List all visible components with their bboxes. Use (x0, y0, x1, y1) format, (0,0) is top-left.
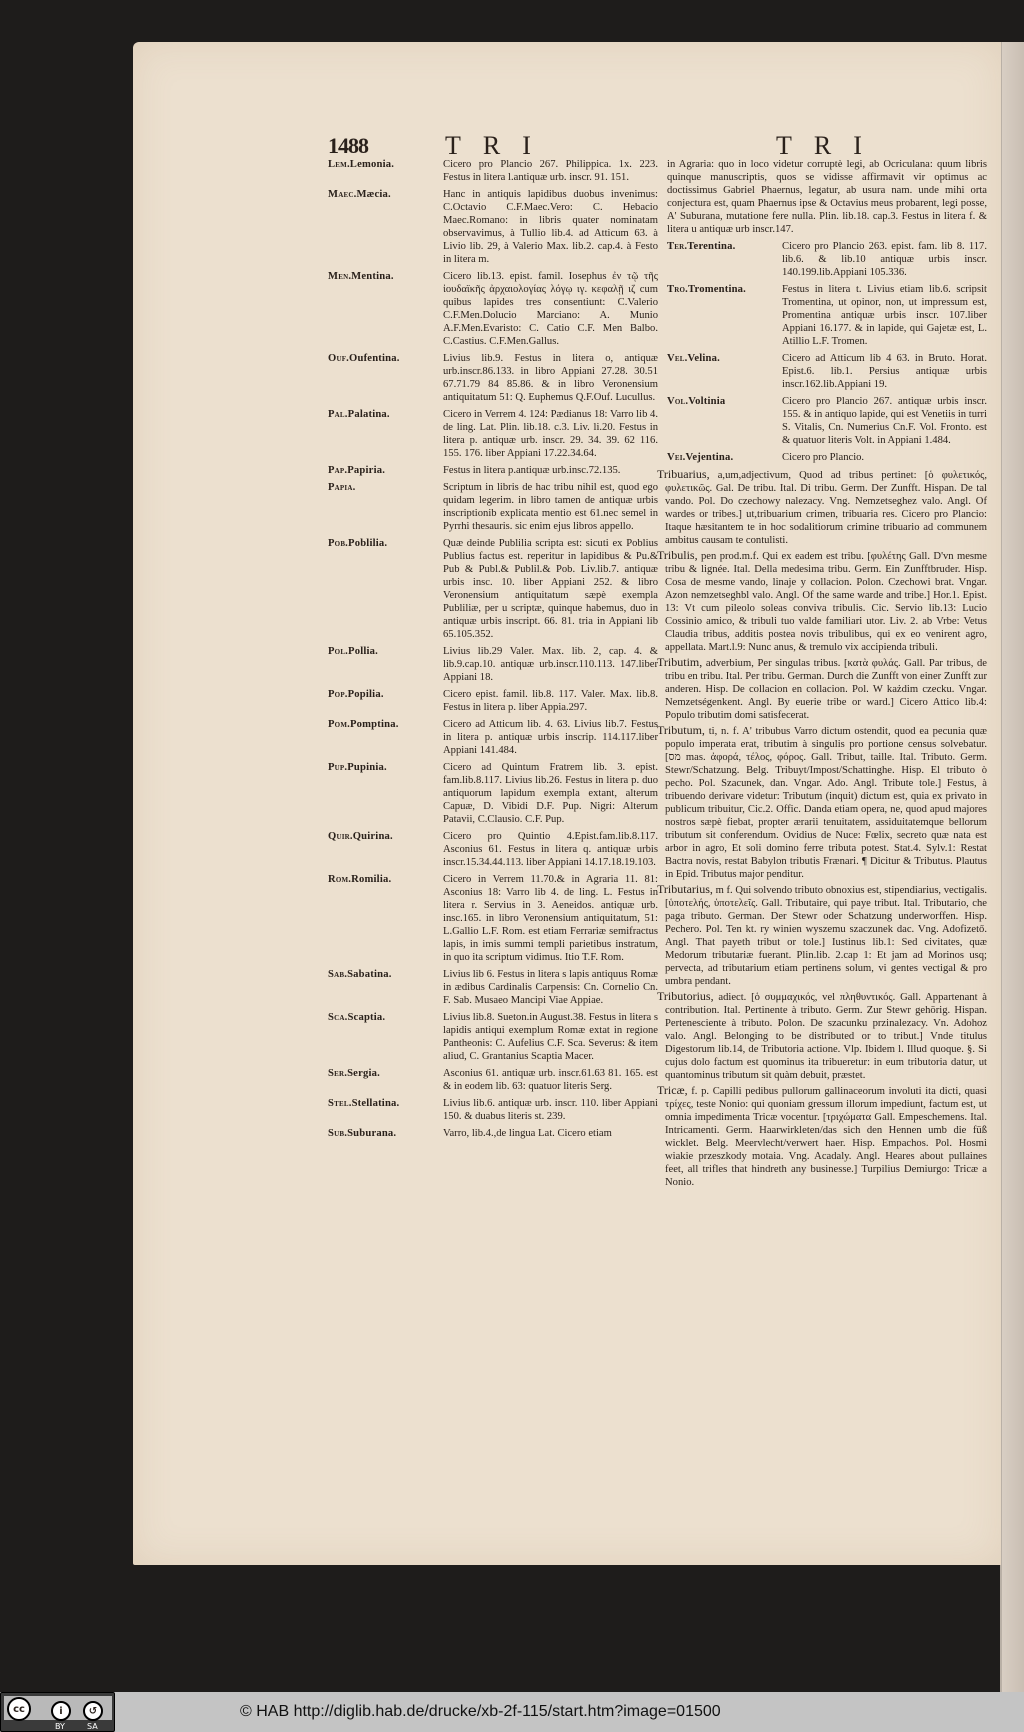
tribe-entry (328, 718, 658, 757)
tribe-abbreviation: Maec. (328, 189, 357, 200)
running-head-right: TRI (776, 131, 884, 160)
tribe-entry (328, 464, 658, 477)
tribe-abbreviation: Pob. (328, 538, 349, 549)
tribe-fullname: Stellatina. (351, 1098, 400, 1109)
tribe-fullname: Tromentina. (688, 284, 747, 295)
tribe-references: Festus in litera p.antiquæ urb.insc.72.135. (443, 465, 621, 476)
tribe-abbreviation: Lem. (328, 159, 350, 170)
tribe-name (667, 451, 782, 464)
dictionary-entry (657, 549, 987, 654)
entry-lemma: Tricæ, (657, 1083, 688, 1097)
tribe-references: Cicero ad Atticum lib. 4. 63. Livius lib.7. Festus in litera p. antiquæ urbis inscrip. 114.117.liber Appiani 141.484. (443, 719, 658, 756)
tribe-fullname: Sabatina. (347, 969, 392, 980)
entry-definition: m f. Qui solvendo tributo obnoxius est, stipendiarius, vectigalis. [ὑποτελής, ὑποτελεῖς. Gall. Tributaire, qui paye tribut. Ital. Tributario, che paga tributo. German. Der Stewr oder Schatzung underworffen. Hisp. Pechero. Pol. Ten kt. ry winien wyszemu szaczunek dac. Vng. Adofizető. Angl. That payeth tribut or tole.] Iustinus lib.1: Sed civitates, quæ Medorum tributariæ fuerant. Plin.lib. 2.cap 1: Et jam ad Morinos usq; pervecta, ad tributarium etiam pertinens solum, vi gentes vectigal & pro umbra pendant. (665, 885, 987, 987)
entry-lemma: Tributim, (657, 655, 703, 669)
tribe-fullname: Velina. (687, 353, 720, 364)
running-head-left: TRI (445, 131, 553, 160)
tribe-name (328, 761, 443, 826)
continuation-text: in Agraria: quo in loco videtur corruptè legi, ab Ocriculana: quum libris quinque manuscriptis, quos se vidisse affirmavit vir optimus ac doctissimus Gabriel Phaernus, legatur, ab usura nam. unde mihi orta conjectura est, quam Phaernus ipse & Octavius meus probarent, legi posse, A' Suburana, mutatione fere nulla. Plin. lib.18. cap.3. Festus in litera f. & litera u antiquæ urb inscr.147. (667, 159, 987, 235)
tribe-entry (328, 1127, 658, 1140)
cc-license-badge[interactable] (0, 1692, 115, 1732)
sa-sharealike-icon: ↺ (83, 1701, 103, 1721)
tribe-fullname: Terentina. (687, 241, 736, 252)
tribe-references: Scriptum in libris de hac tribu nihil est, quod ego quidam legerim. in libro tamen de antiquæ urbis inscriptionib explicata mentio est 61.nec semel in Pyrrhi thesauris. sic enim ejus libros appello. (443, 482, 658, 532)
tribe-references: Livius lib.9. Festus in litera o, antiquæ urb.inscr.86.133. in libro Appiani 27.28. 30.51 67.71.79 84 85.86. & in libro Veronensium antiquitatum 51: Q. Euphemus Q.F.Ouf. Lucullus. (443, 353, 658, 403)
tribe-fullname: Mæcia. (356, 189, 391, 200)
tribe-name (667, 352, 782, 391)
tribe-name (328, 481, 443, 533)
tribe-fullname: Vejentina. (685, 452, 734, 463)
tribe-abbreviation: Ter. (667, 241, 688, 252)
entry-definition: adiect. [ὁ συμμαχικός, vel πληθυντικός. Gall. Appartenant à contribution. Ital. Pertinente à tributo. Germ. Zur Stewr gehörig. Hispan. Pertenesciente à tributo. Polon. De szacunku przinalezacy. Vn. Adohoz valo. Angl. Belonging to be distributed or to tribut.] Vnde titulus Digestorum lib.14, de Tributoria actione. Vlp. Ibidem l. Illud quoque. §. Si cujus dolo factum est quominus ita tribueretur: in eum tributoria datur, ut quantominus tributum sit quàm debuit, præstet. (665, 992, 987, 1081)
dictionary-entry (657, 990, 987, 1082)
dictionary-entry (657, 883, 987, 988)
entry-definition: ti, n. f. A' tribubus Varro dictum ostendit, quod ea pecunia quæ populo imperata erat, tributim à singulis pro portione census solvebatur. [מס mas. ἀφορά, τέλος, φόρος. Gall. Tribut, taille. Ital. Tributo. Germ. Stewr/Schatzung. Belg. Tribuyt/Impost/Schattinghe. Hisp. El tributo ò pecho. Pol. Szacunek, dan. Vngar. Ado. Angl. Tribute tole.] Festus, à tribuendo derivare videtur: Tributum (inquit) dictum est, quia ex privato in publicum tribuitur, Cic.2. Offic. Danda etiam opera, ne, quod apud majores nostros sæpè fiebat, propter ærarii tenuitatem, assiduitatemque bellorum tributum sit conferendum. Ovidius de Nuce: Fœlix, secreto quæ nata est arbor in agro, Et soli domino ferre tributa potest. Stat.4. Sylv.1: Restat Bactra novis, restat Babylon tributis Frænari. ¶ Dicitur & Tributus. Plautus in Epid. Tributus major penditur. (665, 726, 987, 880)
tribe-references: Cicero pro Plancio 267. Philippica. 1x. 223. Festus in litera l.antiquæ urb. inscr. 91. 151. (443, 159, 658, 183)
tribe-name (328, 645, 443, 684)
tribe-references: Cicero pro Plancio. (782, 452, 865, 463)
tribe-references: Cicero ad Atticum lib 4 63. in Bruto. Horat. Epist.6. lib.1. Persius antiquæ urbis inscr.162.lib.Appiani 19. (782, 353, 987, 390)
tribe-name (328, 1127, 443, 1140)
entry-definition: pen prod.m.f. Qui ex eadem est tribu. [φυλέτης Gall. D'vn mesme tribu & lignée. Ital. Della medesima tribu. Germ. Ein Zunfftbruder. Hisp. Cosa de mesme vando, linaje y collacion. Polon. Czechowi brat. Vngar. Azon nemzetseghbl valo. Angl. Of the same warde and tribe.] Hor.1. Epist. 13: Vt cum pileolo soleas conviva tribulis. Cic. Servio lib.13: Lucio Cossinio amico, & tribuli tuo valde familiari utor. Liv. 2. ab Vrbe: Vetus Claudia tribus, additis postea novis tribulibus, qui ex eo venirent agro, appellata. Mart.l.9: Nunc anus, & tremulo vix accipienda tribuli. (665, 551, 987, 653)
tribe-references: Livius lib.8. Sueton.in August.38. Festus in litera s lapidis antiqui exemplum Romæ extat in regione Pantheonis: C. Aufelius C.F. Sca. Severus: & item aliud, C. Grantanius Scaptia Macer. (443, 1012, 658, 1062)
tribe-references: Hanc in antiquis lapidibus duobus invenimus: C.Octavio C.F.Maec.Vero: C. Hebacio Maec.Romano: in libris quater nominatam observavimus, à Tullio lib.4. ad Atticum 63. à Livio lib. 29, à Valerio Max. lib.2. cap.4. à Festo in litera m. (443, 189, 658, 265)
dictionary-entry (657, 724, 987, 881)
entry-definition: f. p. Capilli pedibus pullorum gallinaceorum involuti ita dicti, quasi τρίχες, teste Nonio: qui quoniam gressum illorum impediunt, factum est, ut omnia impedimenta Tricæ vocentur. [τριχώματα Gall. Empeschemens. Ital. Intricamenti. Germ. Haarwirkleten/das sich den Hennen umb die füß wicklet. Belg. Meervlecht/verwert haer. Hisp. Empachos. Pol. Hosmi wiakie przeszkody motaia. Vng. Acadaly. Angl. Heares about pullaines feet, all trifles that hindreth any businesse.] Turpilius Demiurgo: Tricæ a Nonio. (665, 1086, 987, 1188)
left-column (328, 158, 658, 1144)
tribe-references: Quæ deinde Publilia scripta est: sicuti ex Poblius Publius factus est. reperitur in lapidibus & Pu.& Pub & Publ.& Publil.& Pob. Liv.lib.7. antiquæ urbis insc. 10. liber Appiani 252. & libro Veronensium antiquitatum sæpè exempla Publiliæ, per u scriptæ, quinque habemus, duo in antiquæ urbis inscript. 66. 81. tria in Appiani lib 65.105.352. (443, 538, 658, 640)
tribe-fullname: Papiria. (347, 465, 386, 476)
tribe-references: Cicero pro Quintio 4.Epist.fam.lib.8.117. Asconius 61. Festus in litera q. antiquæ urbis inscr.15.34.44.113. liber Appiani 14.17.18.19.103. (443, 831, 658, 868)
tribe-name (328, 188, 443, 266)
tribe-entry (328, 352, 658, 404)
entry-lemma: Tributarius, (657, 882, 713, 896)
tribe-references: Cicero ad Quintum Fratrem lib. 3. epist. fam.lib.8.117. Livius lib.26. Festus in litera p. duo antiquorum lapidum exempla extant, alterum Capuæ, D. Vibidi D.F. Pup. Nigri: Alterum Patavii, C.Clausio. C.F. Pup. (443, 762, 658, 825)
cc-icon: cc (7, 1697, 31, 1721)
tribe-references: Cicero pro Plancio 263. epist. fam. lib 8. 117. lib.6. & lib.10 antiquæ urbis inscr. 140.199.lib.Appiani 105.336. (782, 241, 987, 278)
tribe-entry (667, 352, 987, 391)
tribe-abbreviation: Stel. (328, 1098, 352, 1109)
tribe-fullname: Lemonia. (349, 159, 395, 170)
tribe-references: Cicero lib.13. epist. famil. Iosephus ἐν τῷ τῆς ἰουδαϊκῆς ἀρχαιολογίας λόγῳ ιγ. κεφαλῇ ιζ cum quibus lapides tres consentiunt: C.Valerio C.F.Men.Dolucio Marciano: A. Munio A.F.Men.Evaristo: C. Catio C.F. Men Balbo. C.Castius. C.F.Men.Gallus. (443, 271, 658, 347)
tribe-name (328, 408, 443, 460)
tribe-abbreviation: Rom. (328, 874, 352, 885)
tribe-fullname: Quirina. (352, 831, 393, 842)
tribe-name (667, 240, 782, 279)
tribe-name (328, 873, 443, 964)
tribe-entry (328, 270, 658, 348)
dictionary-entry (657, 1084, 987, 1189)
tribe-abbreviation: Tro. (667, 284, 689, 295)
tribe-abbreviation: Men. (328, 271, 352, 282)
tribe-references: Livius lib.29 Valer. Max. lib. 2, cap. 4. & lib.9.cap.10. antiquæ urb.inscr.110.113. 147.liber Appiani 18. (443, 646, 658, 683)
tribe-entry (328, 645, 658, 684)
entry-lemma: Tribuarius, (657, 467, 710, 481)
tribe-fullname: Scaptia. (347, 1012, 386, 1023)
tribe-entry (328, 873, 658, 964)
tribe-references: Livius lib.6. antiquæ urb. inscr. 110. liber Appiani 150. & duabus literis st. 239. (443, 1098, 658, 1122)
tribe-references: Cicero pro Plancio 267. antiquæ urbis inscr. 155. & in antiquo lapide, qui est Venetiis in turri S. Vitalis, Cn. Numerius Cn.F. Vol. Fronto. est & quatuor literis Volt. in Appiani 1.484. (782, 396, 987, 446)
tribe-entry (328, 761, 658, 826)
tribe-references: Cicero epist. famil. lib.8. 117. Valer. Max. lib.8. Festus in litera p. liber Appia.297. (443, 689, 658, 713)
tribe-name (328, 270, 443, 348)
tribe-name (328, 830, 443, 869)
tribe-fullname: Mentina. (351, 271, 394, 282)
tribe-abbreviation: Ouf. (328, 353, 350, 364)
tribe-entry (328, 1011, 658, 1063)
tribe-abbreviation: Vol. (667, 396, 689, 407)
tribe-name (328, 464, 443, 477)
tribe-name (328, 1067, 443, 1093)
tribe-entry (667, 451, 987, 464)
tribe-entry (328, 830, 658, 869)
tribe-entry (667, 283, 987, 348)
entry-lemma: Tributum, (657, 723, 705, 737)
tribe-fullname: Sergia. (347, 1068, 380, 1079)
tribe-entry (328, 408, 658, 460)
tribe-abbreviation: Sub. (328, 1128, 348, 1139)
tribe-references: Cicero in Verrem 4. 124: Pædianus 18: Varro lib 4. de ling. Lat. Plin. lib.18. c.3. Liv. li.20. Festus in litera p. antiquæ urb. inscr. 29. 34. 39. 62 116. 155. 176. liber Appiani 17.22.34.64. (443, 409, 658, 459)
tribe-abbreviation: Vel. (667, 353, 688, 364)
right-column (657, 158, 987, 1191)
tribe-fullname: Romilia. (351, 874, 392, 885)
tribe-name (328, 537, 443, 641)
tribe-entry (328, 688, 658, 714)
tribe-fullname: Oufentina. (349, 353, 400, 364)
page-number: 1488 (328, 133, 368, 158)
dictionary-entry (657, 656, 987, 722)
tribe-name (328, 352, 443, 404)
footer-bar (0, 1692, 1024, 1732)
sa-label: SA (87, 1722, 98, 1731)
tribe-entry (328, 968, 658, 1007)
entry-definition: a,um,adjectivum, Quod ad tribus pertinet: [ὁ φυλετικός, φυλετικῶς. Gal. De tribu. Ital. Di tribu. Germ. Der Zunfft. Hispan. De tal vando. Pol. Do czechowy nalezacy. Vng. Nemzetseghez valo. Angl. Of wardes or tribes.] ut,tribuarium crimen, tribuaria res. Cicero pro Plancio: Itaque hæsitantem te in hoc sodalitiorum crimine tribuario ad communem ambitus causam te contulisti. (665, 470, 987, 546)
tribe-name (667, 395, 782, 447)
tribe-abbreviation: Papia. (328, 482, 356, 493)
tribe-abbreviation: Pop. (328, 689, 348, 700)
tribe-abbreviation: Vei. (667, 452, 686, 463)
tribe-entry (667, 395, 987, 447)
tribe-abbreviation: Sca. (328, 1012, 348, 1023)
tribe-abbreviation: Pup. (328, 762, 348, 773)
tribe-name (328, 718, 443, 757)
credit-url[interactable]: © HAB http://diglib.hab.de/drucke/xb-2f-115/start.htm?image=01500 (240, 1703, 721, 1720)
tribe-fullname: Pollia. (348, 646, 378, 657)
tribe-entry (667, 240, 987, 279)
tribe-fullname: Poblilia. (348, 538, 388, 549)
tribe-abbreviation: Pal. (328, 409, 348, 420)
tribe-references: Varro, lib.4.,de lingua Lat. Cicero etiam (443, 1128, 612, 1139)
tribe-references: Festus in litera t. Livius etiam lib.6. scripsit Tromentina, ut opinor, non, ut impressum est, Promentina antiquæ urbis inscr. 107.liber Appiani 16.177. & in lapide, qui Gajetæ est, L. Atillio L.F. Tromen. (782, 284, 987, 347)
by-attribution-icon: i (51, 1701, 71, 1721)
tribe-abbreviation: Quir. (328, 831, 353, 842)
tribe-abbreviation: Pap. (328, 465, 348, 476)
tribe-entry (328, 481, 658, 533)
tribe-name (328, 1097, 443, 1123)
tribe-fullname: Pomptina. (349, 719, 399, 730)
tribe-name (328, 688, 443, 714)
tribe-fullname: Popilia. (347, 689, 384, 700)
tribe-abbreviation: Pom. (328, 719, 350, 730)
tribe-entry (328, 537, 658, 641)
tribe-abbreviation: Sab. (328, 969, 348, 980)
tribe-references: Livius lib 6. Festus in litera s lapis antiquus Romæ in ædibus Cardinalis Carpensis: Cn. Cornelio Cn. F. Sab. Musaeo Mancipi Viae Appiae. (443, 969, 658, 1006)
tribe-references: Cicero in Verrem 11.70.& in Agraria 11. 81: Asconius 18: Varro lib 4. de ling. L. Festus in litera r. Servius in 3. Aeneidos. antiquæ urb. insc.165. in libro Veronensium antiquitatum, 51: L.Gallio L.F. Rom. est etiam Ferrariæ semifractus lapis, in imis summi templi parietibus instratum, in quo ita scriptum vidimus. Itio T.F. Rom. (443, 874, 658, 963)
tribe-name (328, 968, 443, 1007)
tribe-abbreviation: Ser. (328, 1068, 348, 1079)
entry-definition: adverbium, Per singulas tribus. [κατὰ φυλάς. Gall. Par tribus, de tribu en tribu. Ital. Per tribu. German. Durch die Zunfft von einer Zunfft zur anderen. Hisp. De collacion en collacion. Pol. W każdim czecku. Vngar. Nemzetségenkent. Angl. By euerie tribe or ward.] Cicero Attico lib.4: Populo tributim domi satisfecerat. (665, 658, 987, 721)
tribe-fullname: Suburana. (347, 1128, 397, 1139)
tribe-abbreviation: Pol. (328, 646, 349, 657)
tribe-fullname: Pupinia. (347, 762, 387, 773)
entry-lemma: Tribulis, (657, 548, 698, 562)
tribe-fullname: Palatina. (347, 409, 390, 420)
tribe-fullname: Voltinia (688, 396, 726, 407)
tribe-name (328, 158, 443, 184)
tribe-references: Asconius 61. antiquæ urb. inscr.61.63 81. 165. est & in eodem lib. 63: quatuor literis Serg. (443, 1068, 658, 1092)
tribe-name (667, 283, 782, 348)
tribe-entry (328, 1067, 658, 1093)
tribe-entry (328, 1097, 658, 1123)
next-page-edge (1001, 42, 1024, 1692)
tribe-name (328, 1011, 443, 1063)
entry-lemma: Tributorius, (657, 989, 714, 1003)
by-label: BY (55, 1722, 65, 1731)
dictionary-entry (657, 468, 987, 547)
